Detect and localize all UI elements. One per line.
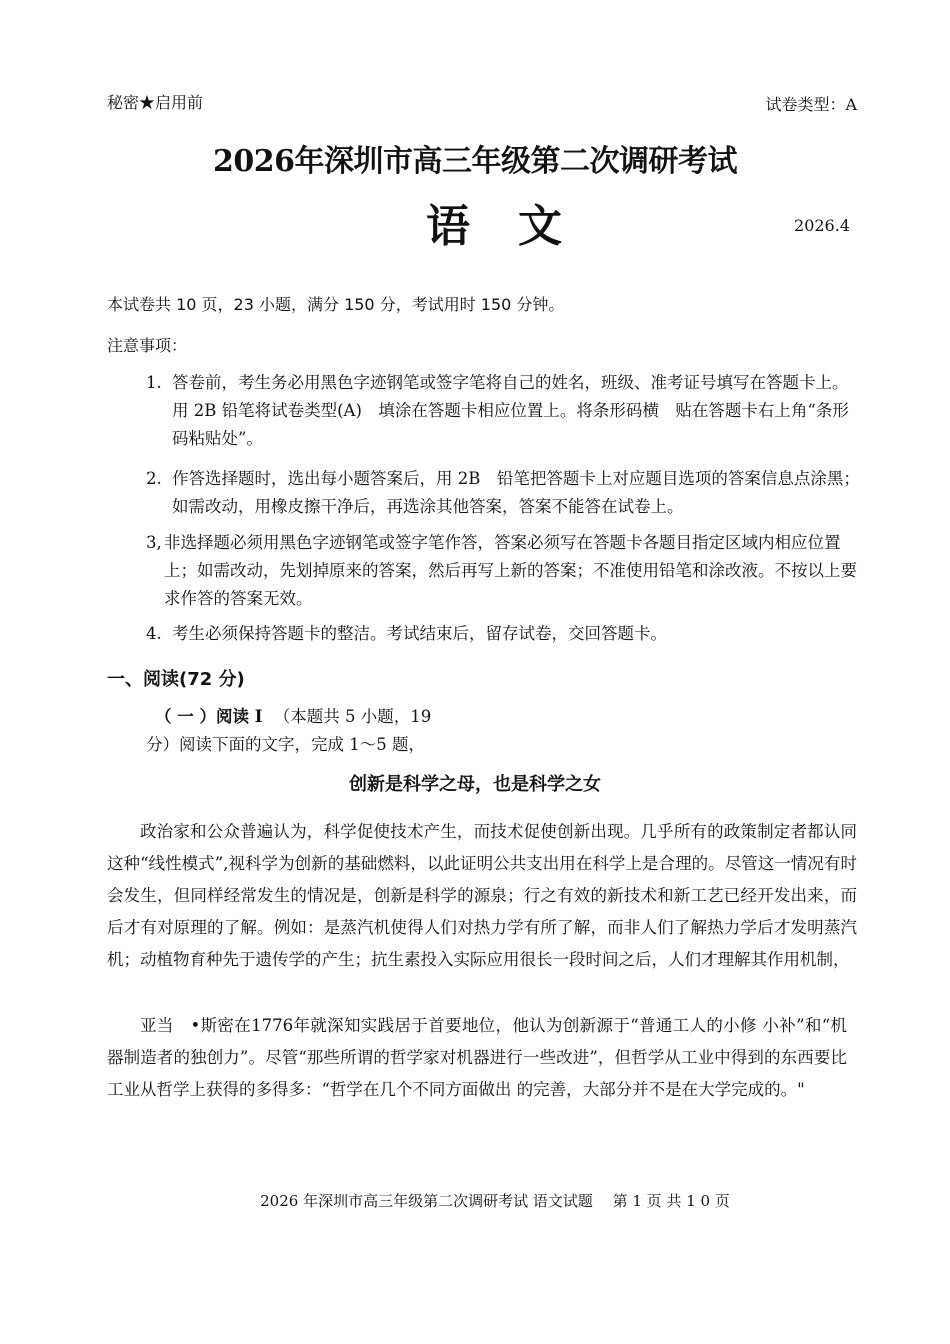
note-item-2 xyxy=(146,465,862,521)
note-number: 2. xyxy=(146,469,162,488)
page-footer: 2026 年深圳市高三年级第二次调研考试 语文试题 第 1 页 共 1 0 页 xyxy=(260,1192,730,1210)
exam-date: 2026.4 xyxy=(794,216,850,235)
note-text: 答卷前，考生务必用黑色字迹钢笔或签字笔将自己的姓名，班级、准考证号填写在答题卡上。用 2B 铅笔将试卷类型(A) 填涂在答题卡相应位置上。将条形码横 贴在答题卡右上角“条形码粘贴处”。 xyxy=(172,373,849,448)
note-item-4 xyxy=(146,620,862,648)
note-item-1 xyxy=(146,369,862,453)
subsection-heading xyxy=(155,703,431,727)
note-number: 1. xyxy=(146,373,162,392)
note-item-3 xyxy=(146,529,862,613)
note-text: 非选择题必须用黑色字迹钢笔或签字笔作答，答案必须写在答题卡各题目指定区域内相应位置上；如需改动，先划掉原来的答案，然后再写上新的答案；不准使用铅笔和涂改液。不按以上要求作答的答案无效。 xyxy=(164,533,857,608)
note-number: 3, xyxy=(146,533,162,552)
note-text: 作答选择题时，选出每小题答案后，用 2B 铅笔把答题卡上对应题目选项的答案信息点涂黑；如需改动，用橡皮擦干净后，再选涂其他答案，答案不能答在试卷上。 xyxy=(172,469,860,516)
confidential-label: 秘密★启用前 xyxy=(107,93,204,112)
subject-title: 语 文 xyxy=(426,201,564,252)
subsection-label: （ 一 ）阅读 I xyxy=(155,707,263,726)
note-text: 考生必须保持答题卡的整洁。考试结束后，留存试卷，交回答题卡。 xyxy=(172,624,667,643)
section-title: 一、阅读(72 分) xyxy=(107,669,245,690)
exam-summary: 本试卷共 10 页，23 小题，满分 150 分，考试用时 150 分钟。 xyxy=(107,295,565,314)
article-paragraph-2: 亚当 •斯密在1776年就深知实践居于首要地位，他认为创新源于“普通工人的小修 小补”和“机器制造者的独创力”。尽管“那些所谓的哲学家对机器进行一些改进”，但哲学从工业中得到的东西要比工业从哲学上获得的多得多：“哲学在几个不同方面做出 的完善，大部分并不是在大学完成的。" xyxy=(107,1016,847,1099)
subsection-instruction: 分）阅读下面的文字，完成 1～5 题， xyxy=(146,735,425,754)
notes-heading: 注意事项： xyxy=(107,336,188,355)
exam-title: 2026年深圳市高三年级第二次调研考试 xyxy=(213,144,737,179)
subsection-info: （本题共 5 小题，19 xyxy=(273,707,432,726)
article-title: 创新是科学之母，也是科学之女 xyxy=(349,774,601,795)
note-number: 4. xyxy=(146,624,162,643)
article-paragraph-1: 政治家和公众普遍认为，科学促使技术产生，而技术促使创新出现。几乎所有的政策制定者都认同这种“线性模式”,视科学为创新的基础燃料，以此证明公共支出用在科学上是合理的。尽管这一情况有时会发生，但同样经常发生的情况是，创新是科学的源泉；行之有效的新技术和新工艺已经开发出来，而后才有对原理的了解。例如：是蒸汽机使得人们对热力学有所了解，而非人们了解热力学后才发明蒸汽机；动植物育种先于遗传学的产生；抗生素投入实际应用很长一段时间之后，人们才理解其作用机制， xyxy=(107,822,857,969)
paper-type-label: 试卷类型：A xyxy=(765,95,857,114)
